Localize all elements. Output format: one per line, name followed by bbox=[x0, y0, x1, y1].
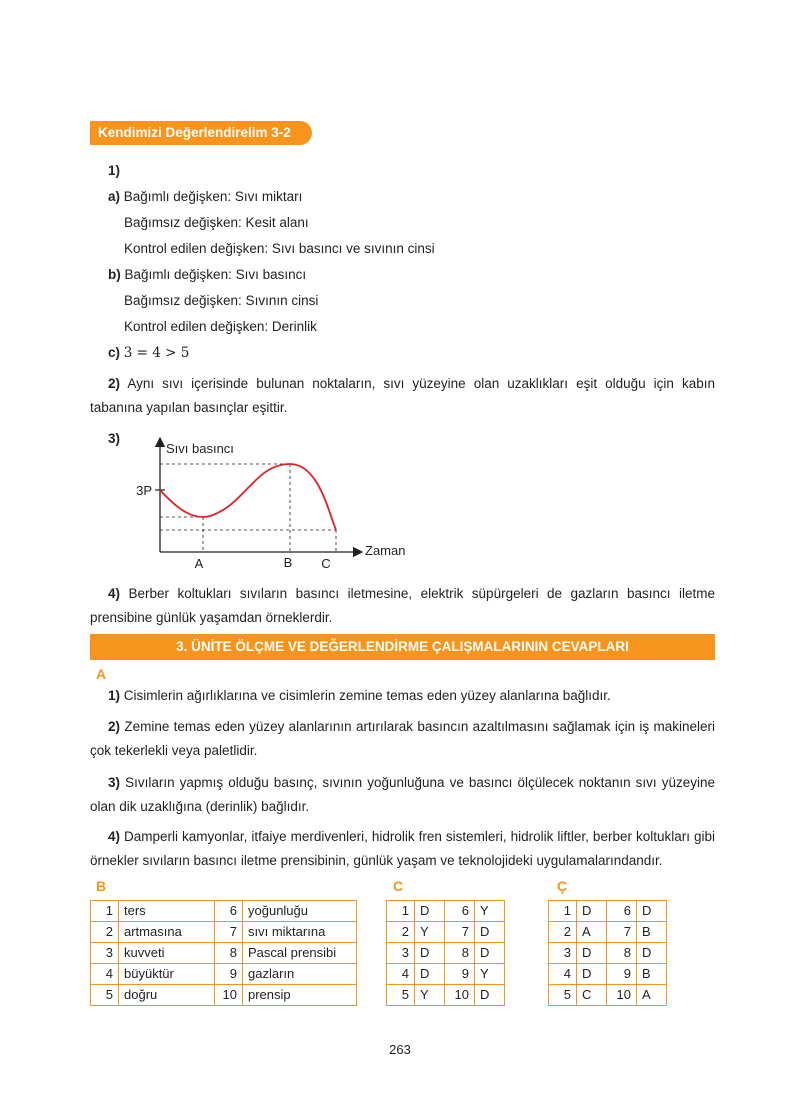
section-c-answer-cell: D bbox=[415, 964, 445, 985]
section-c-answer-cell: D bbox=[415, 901, 445, 922]
section-b-row bbox=[91, 901, 357, 922]
section-c-answer-cell: D bbox=[475, 943, 505, 964]
section-header-badge: Kendimizi Değerlendirelim 3-2 bbox=[90, 121, 312, 145]
q1-a-text-1: Bağımlı değişken: Sıvı miktarı bbox=[123, 189, 303, 204]
pressure-time-graph bbox=[120, 432, 420, 572]
q1-b-line-3: Kontrol edilen değişken: Derinlik bbox=[124, 319, 317, 334]
section-c-answer-cell: Y bbox=[415, 922, 445, 943]
q4-text: Berber koltukları sıvıların basıncı iletmesine, elektrik süpürgeleri de gazların basıncı iletme prensibine günlük yaşamdan örneklerdir. bbox=[90, 586, 715, 625]
section-b-number-cell: 9 bbox=[215, 964, 243, 985]
section-cc-number-cell: 7 bbox=[607, 922, 637, 943]
page-number: 263 bbox=[389, 1042, 411, 1057]
q1-b-label: b) bbox=[108, 267, 121, 282]
q1-a-label: a) bbox=[108, 189, 121, 204]
section-c-answer-cell: Y bbox=[475, 901, 505, 922]
section-b-number-cell: 10 bbox=[215, 985, 243, 1006]
q1-c-text: 3 = 4 > 5 bbox=[123, 345, 190, 361]
q1-b-text-1: Bağımlı değişken: Sıvı basıncı bbox=[124, 267, 307, 282]
section-b-number-cell: 4 bbox=[91, 964, 119, 985]
q2-number: 2) bbox=[108, 376, 121, 391]
section-cc-table bbox=[548, 900, 667, 1006]
section-a-item-4 bbox=[90, 825, 715, 873]
section-b-table bbox=[90, 900, 357, 1006]
section-cc-number-cell: 6 bbox=[607, 901, 637, 922]
x-tick-c: C bbox=[321, 556, 331, 571]
section-a-item-4-number: 4) bbox=[108, 829, 121, 844]
q2-paragraph bbox=[90, 372, 715, 420]
section-cc-answer-cell: C bbox=[577, 985, 607, 1006]
section-cc-answer-cell: D bbox=[577, 901, 607, 922]
unit-answers-banner: 3. ÜNİTE ÖLÇME VE DEĞERLENDİRME ÇALIŞMALARININ CEVAPLARI bbox=[90, 634, 715, 660]
section-cc-number-cell: 2 bbox=[549, 922, 577, 943]
section-cc-number-cell: 4 bbox=[549, 964, 577, 985]
section-c-number-cell: 3 bbox=[387, 943, 415, 964]
section-c-row bbox=[387, 943, 505, 964]
section-cc-number-cell: 10 bbox=[607, 985, 637, 1006]
q1-number: 1) bbox=[108, 163, 121, 178]
section-b-number-cell: 5 bbox=[91, 985, 119, 1006]
section-b-row bbox=[91, 985, 357, 1006]
section-a-item-1-text: Cisimlerin ağırlıklarına ve cisimlerin zemine temas eden yüzey alanlarına bağlıdır. bbox=[123, 688, 611, 703]
section-c-number-cell: 10 bbox=[445, 985, 475, 1006]
y-axis-label: Sıvı basıncı bbox=[166, 441, 234, 456]
x-tick-b: B bbox=[283, 555, 293, 570]
q1-a-line-1 bbox=[108, 188, 302, 206]
section-cc-number-cell: 3 bbox=[549, 943, 577, 964]
section-b-number-cell: 3 bbox=[91, 943, 119, 964]
section-c-number-cell: 2 bbox=[387, 922, 415, 943]
section-c-number-cell: 6 bbox=[445, 901, 475, 922]
section-b-row bbox=[91, 943, 357, 964]
y-tick-label: 3P bbox=[136, 483, 152, 498]
section-c-table bbox=[386, 900, 505, 1006]
section-c-answer-cell: D bbox=[475, 922, 505, 943]
q1-b-line-2: Bağımsız değişken: Sıvının cinsi bbox=[124, 293, 319, 308]
section-c-number-cell: 8 bbox=[445, 943, 475, 964]
q1-b-line-1 bbox=[108, 266, 306, 284]
section-b-number-cell: 6 bbox=[215, 901, 243, 922]
section-c-row bbox=[387, 985, 505, 1006]
section-c-number-cell: 4 bbox=[387, 964, 415, 985]
section-cc-answer-cell: B bbox=[637, 922, 667, 943]
q4-paragraph bbox=[90, 582, 715, 630]
section-a-item-3-number: 3) bbox=[108, 775, 121, 790]
q1-c-label: c) bbox=[108, 345, 121, 360]
section-cc-answer-cell: A bbox=[577, 922, 607, 943]
section-cc-label: Ç bbox=[557, 878, 568, 894]
section-b-label: B bbox=[96, 878, 107, 894]
section-cc-row bbox=[549, 922, 667, 943]
x-axis-label: Zaman bbox=[365, 543, 406, 558]
q1-c-line bbox=[108, 344, 189, 362]
section-c-answer-cell: D bbox=[415, 943, 445, 964]
section-a-item-3-text: Sıvıların yapmış olduğu basınç, sıvının yoğunluğuna ve basıncı ölçülecek noktanın sıvı yüzeyine olan dik uzaklığına (derinlik) bağlıdır. bbox=[90, 775, 715, 814]
section-a-item-1-number: 1) bbox=[108, 688, 121, 703]
section-c-number-cell: 1 bbox=[387, 901, 415, 922]
section-b-row bbox=[91, 922, 357, 943]
section-b-answer-cell: artmasına bbox=[119, 922, 215, 943]
section-cc-answer-cell: D bbox=[637, 901, 667, 922]
q2-text: Aynı sıvı içerisinde bulunan noktaların, sıvı yüzeyine olan uzaklıkları eşit olduğu için kabın tabanına yapılan basınçlar eşittir. bbox=[90, 376, 715, 415]
pressure-curve bbox=[160, 464, 336, 530]
section-c-number-cell: 9 bbox=[445, 964, 475, 985]
section-cc-number-cell: 9 bbox=[607, 964, 637, 985]
section-c-number-cell: 7 bbox=[445, 922, 475, 943]
section-cc-row bbox=[549, 964, 667, 985]
section-a-item-1 bbox=[90, 684, 715, 708]
section-b-number-cell: 7 bbox=[215, 922, 243, 943]
section-c-row bbox=[387, 964, 505, 985]
section-b-answer-cell: doğru bbox=[119, 985, 215, 1006]
q1-a-line-2: Bağımsız değişken: Kesit alanı bbox=[124, 215, 309, 230]
section-b-number-cell: 8 bbox=[215, 943, 243, 964]
section-b-answer-cell: Pascal prensibi bbox=[243, 943, 357, 964]
section-b-answer-cell: gazların bbox=[243, 964, 357, 985]
section-c-answer-cell: Y bbox=[475, 964, 505, 985]
section-c-answer-cell: Y bbox=[415, 985, 445, 1006]
section-b-row bbox=[91, 964, 357, 985]
section-b-answer-cell: ters bbox=[119, 901, 215, 922]
section-a-item-2-number: 2) bbox=[108, 719, 121, 734]
section-a-item-3 bbox=[90, 771, 715, 819]
section-b-answer-cell: sıvı miktarına bbox=[243, 922, 357, 943]
guide-lines bbox=[160, 464, 336, 552]
section-cc-number-cell: 8 bbox=[607, 943, 637, 964]
section-cc-answer-cell: A bbox=[637, 985, 667, 1006]
section-cc-row bbox=[549, 943, 667, 964]
section-b-answer-cell: büyüktür bbox=[119, 964, 215, 985]
section-b-number-cell: 2 bbox=[91, 922, 119, 943]
section-cc-number-cell: 1 bbox=[549, 901, 577, 922]
section-cc-answer-cell: D bbox=[577, 964, 607, 985]
section-a-item-2-text: Zemine temas eden yüzey alanlarının artırılarak basıncın azaltılmasını sağlamak için iş makineleri çok tekerlekli veya paletlidir. bbox=[90, 719, 715, 758]
section-c-row bbox=[387, 901, 505, 922]
section-a-item-4-text: Damperli kamyonlar, itfaiye merdivenleri, hidrolik fren sistemleri, hidrolik liftler, berber koltukları gibi örnekler sıvıların basıncı iletme prensibinin, günlük yaşam ve teknolojideki uygulamalarındandır. bbox=[90, 829, 715, 868]
section-cc-number-cell: 5 bbox=[549, 985, 577, 1006]
section-c-answer-cell: D bbox=[475, 985, 505, 1006]
section-cc-answer-cell: D bbox=[637, 943, 667, 964]
section-cc-answer-cell: D bbox=[577, 943, 607, 964]
section-cc-answer-cell: B bbox=[637, 964, 667, 985]
section-a-label: A bbox=[96, 666, 107, 682]
section-a-item-2 bbox=[90, 715, 715, 763]
section-c-label: C bbox=[393, 878, 404, 894]
q3-number: 3) bbox=[108, 431, 121, 446]
q4-number: 4) bbox=[108, 586, 121, 601]
section-c-number-cell: 5 bbox=[387, 985, 415, 1006]
section-c-row bbox=[387, 922, 505, 943]
section-b-answer-cell: prensip bbox=[243, 985, 357, 1006]
x-tick-a: A bbox=[194, 556, 204, 571]
section-b-number-cell: 1 bbox=[91, 901, 119, 922]
section-cc-row bbox=[549, 985, 667, 1006]
section-b-answer-cell: kuvveti bbox=[119, 943, 215, 964]
section-cc-row bbox=[549, 901, 667, 922]
q1-a-line-3: Kontrol edilen değişken: Sıvı basıncı ve sıvının cinsi bbox=[124, 241, 435, 256]
section-b-answer-cell: yoğunluğu bbox=[243, 901, 357, 922]
